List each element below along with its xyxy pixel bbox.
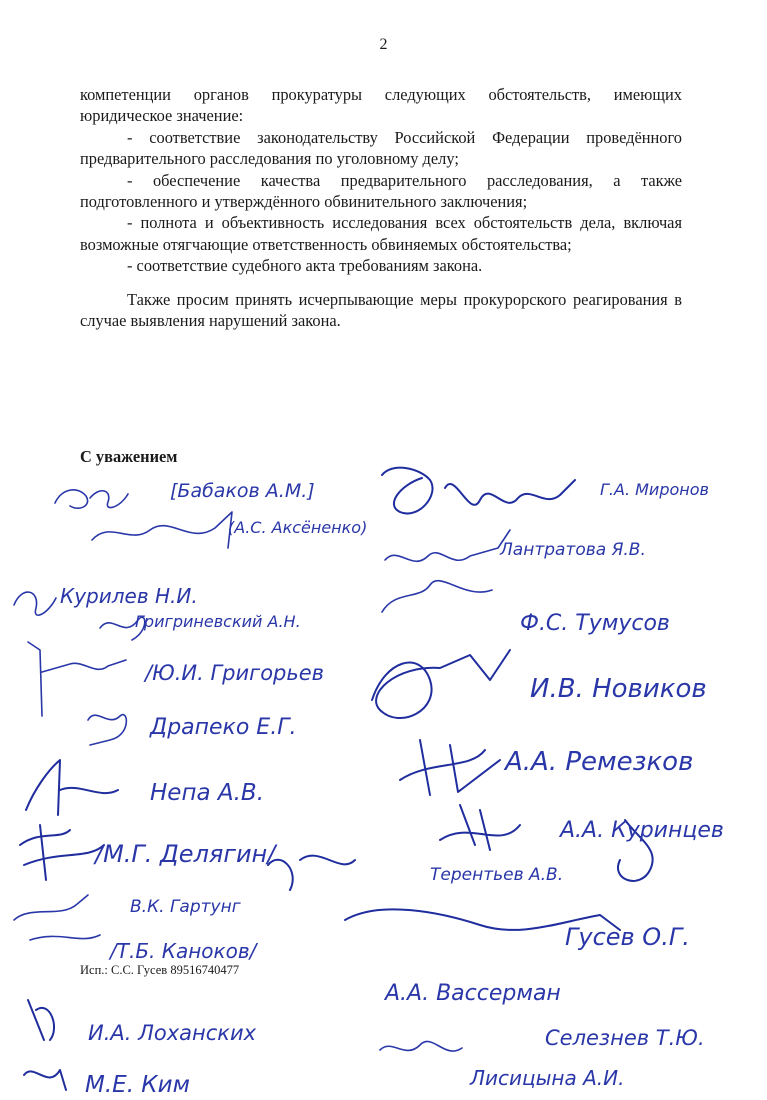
signature-drapeko: Драпеко Е.Г. <box>150 715 297 740</box>
signature-remezkov: А.А. Ремезков <box>505 747 694 777</box>
signature-tumusov: Ф.С. Тумусов <box>520 611 670 636</box>
signature-novikov: И.В. Новиков <box>530 674 707 704</box>
paragraph-request: Также просим принять исчерпывающие меры прокурорского реагирования в случае выявления нарушений закона. <box>80 289 682 331</box>
signature-lokhanskikh: И.А. Лоханских <box>88 1021 257 1045</box>
signature-gusev: Гусев О.Г. <box>565 923 690 951</box>
closing-regards: С уважением <box>80 447 178 466</box>
signature-delyagin: /М.Г. Делягин/ <box>95 840 276 868</box>
signature-vasserman: А.А. Вассерман <box>385 981 561 1006</box>
signature-kanokov: /Т.Б. Каноков/ <box>110 939 257 963</box>
signature-lantratova: Лантратова Я.В. <box>500 540 646 560</box>
signature-babakov: [Бабаков А.М.] <box>170 480 315 502</box>
signature-gartung: В.К. Гартунг <box>130 897 241 917</box>
signature-kurintsev: А.А. Куринцев <box>560 818 724 843</box>
signature-kurilev: Курилев Н.И. <box>60 584 198 608</box>
signature-lisitsyna: Лисицына А.И. <box>470 1066 625 1090</box>
signature-kim: М.Е. Ким <box>85 1072 190 1098</box>
executor-contact: Исп.: С.С. Гусев 89516740477 <box>80 963 240 977</box>
paragraph-item-quality: - обеспечение качества предварительного расследования, а также подготовленного и утверждённого обвинительного заключения; <box>80 170 682 212</box>
paragraph-item-completeness: - полнота и объективность исследования всех обстоятельств дела, включая возможные отягчающие ответственность обвиняемых обстоятельства; <box>80 213 682 254</box>
page-number: 2 <box>379 36 388 53</box>
paragraph-item-law: - соответствие законодательству Российской Федерации проведённого предварительного расследования по уголовному делу; <box>80 127 682 169</box>
signature-aksenenko: (А.С. Аксёненко) <box>228 518 368 537</box>
signature-nepa: Непа А.В. <box>150 780 265 806</box>
signature-grigrinevsky: Григриневский А.Н. <box>135 612 301 631</box>
paragraph-item-court-act: - соответствие судебного акта требованиям закона. <box>127 256 483 276</box>
signature-mironov: Г.А. Миронов <box>600 480 709 499</box>
signature-seleznev: Селезнев Т.Ю. <box>545 1026 705 1050</box>
signature-terentiev: Терентьев А.В. <box>430 865 564 885</box>
signature-grigoriev: /Ю.И. Григорьев <box>145 661 325 685</box>
paragraph-intro: компетенции органов прокуратуры следующих обстоятельств, имеющих юридическое значение: <box>80 85 682 126</box>
